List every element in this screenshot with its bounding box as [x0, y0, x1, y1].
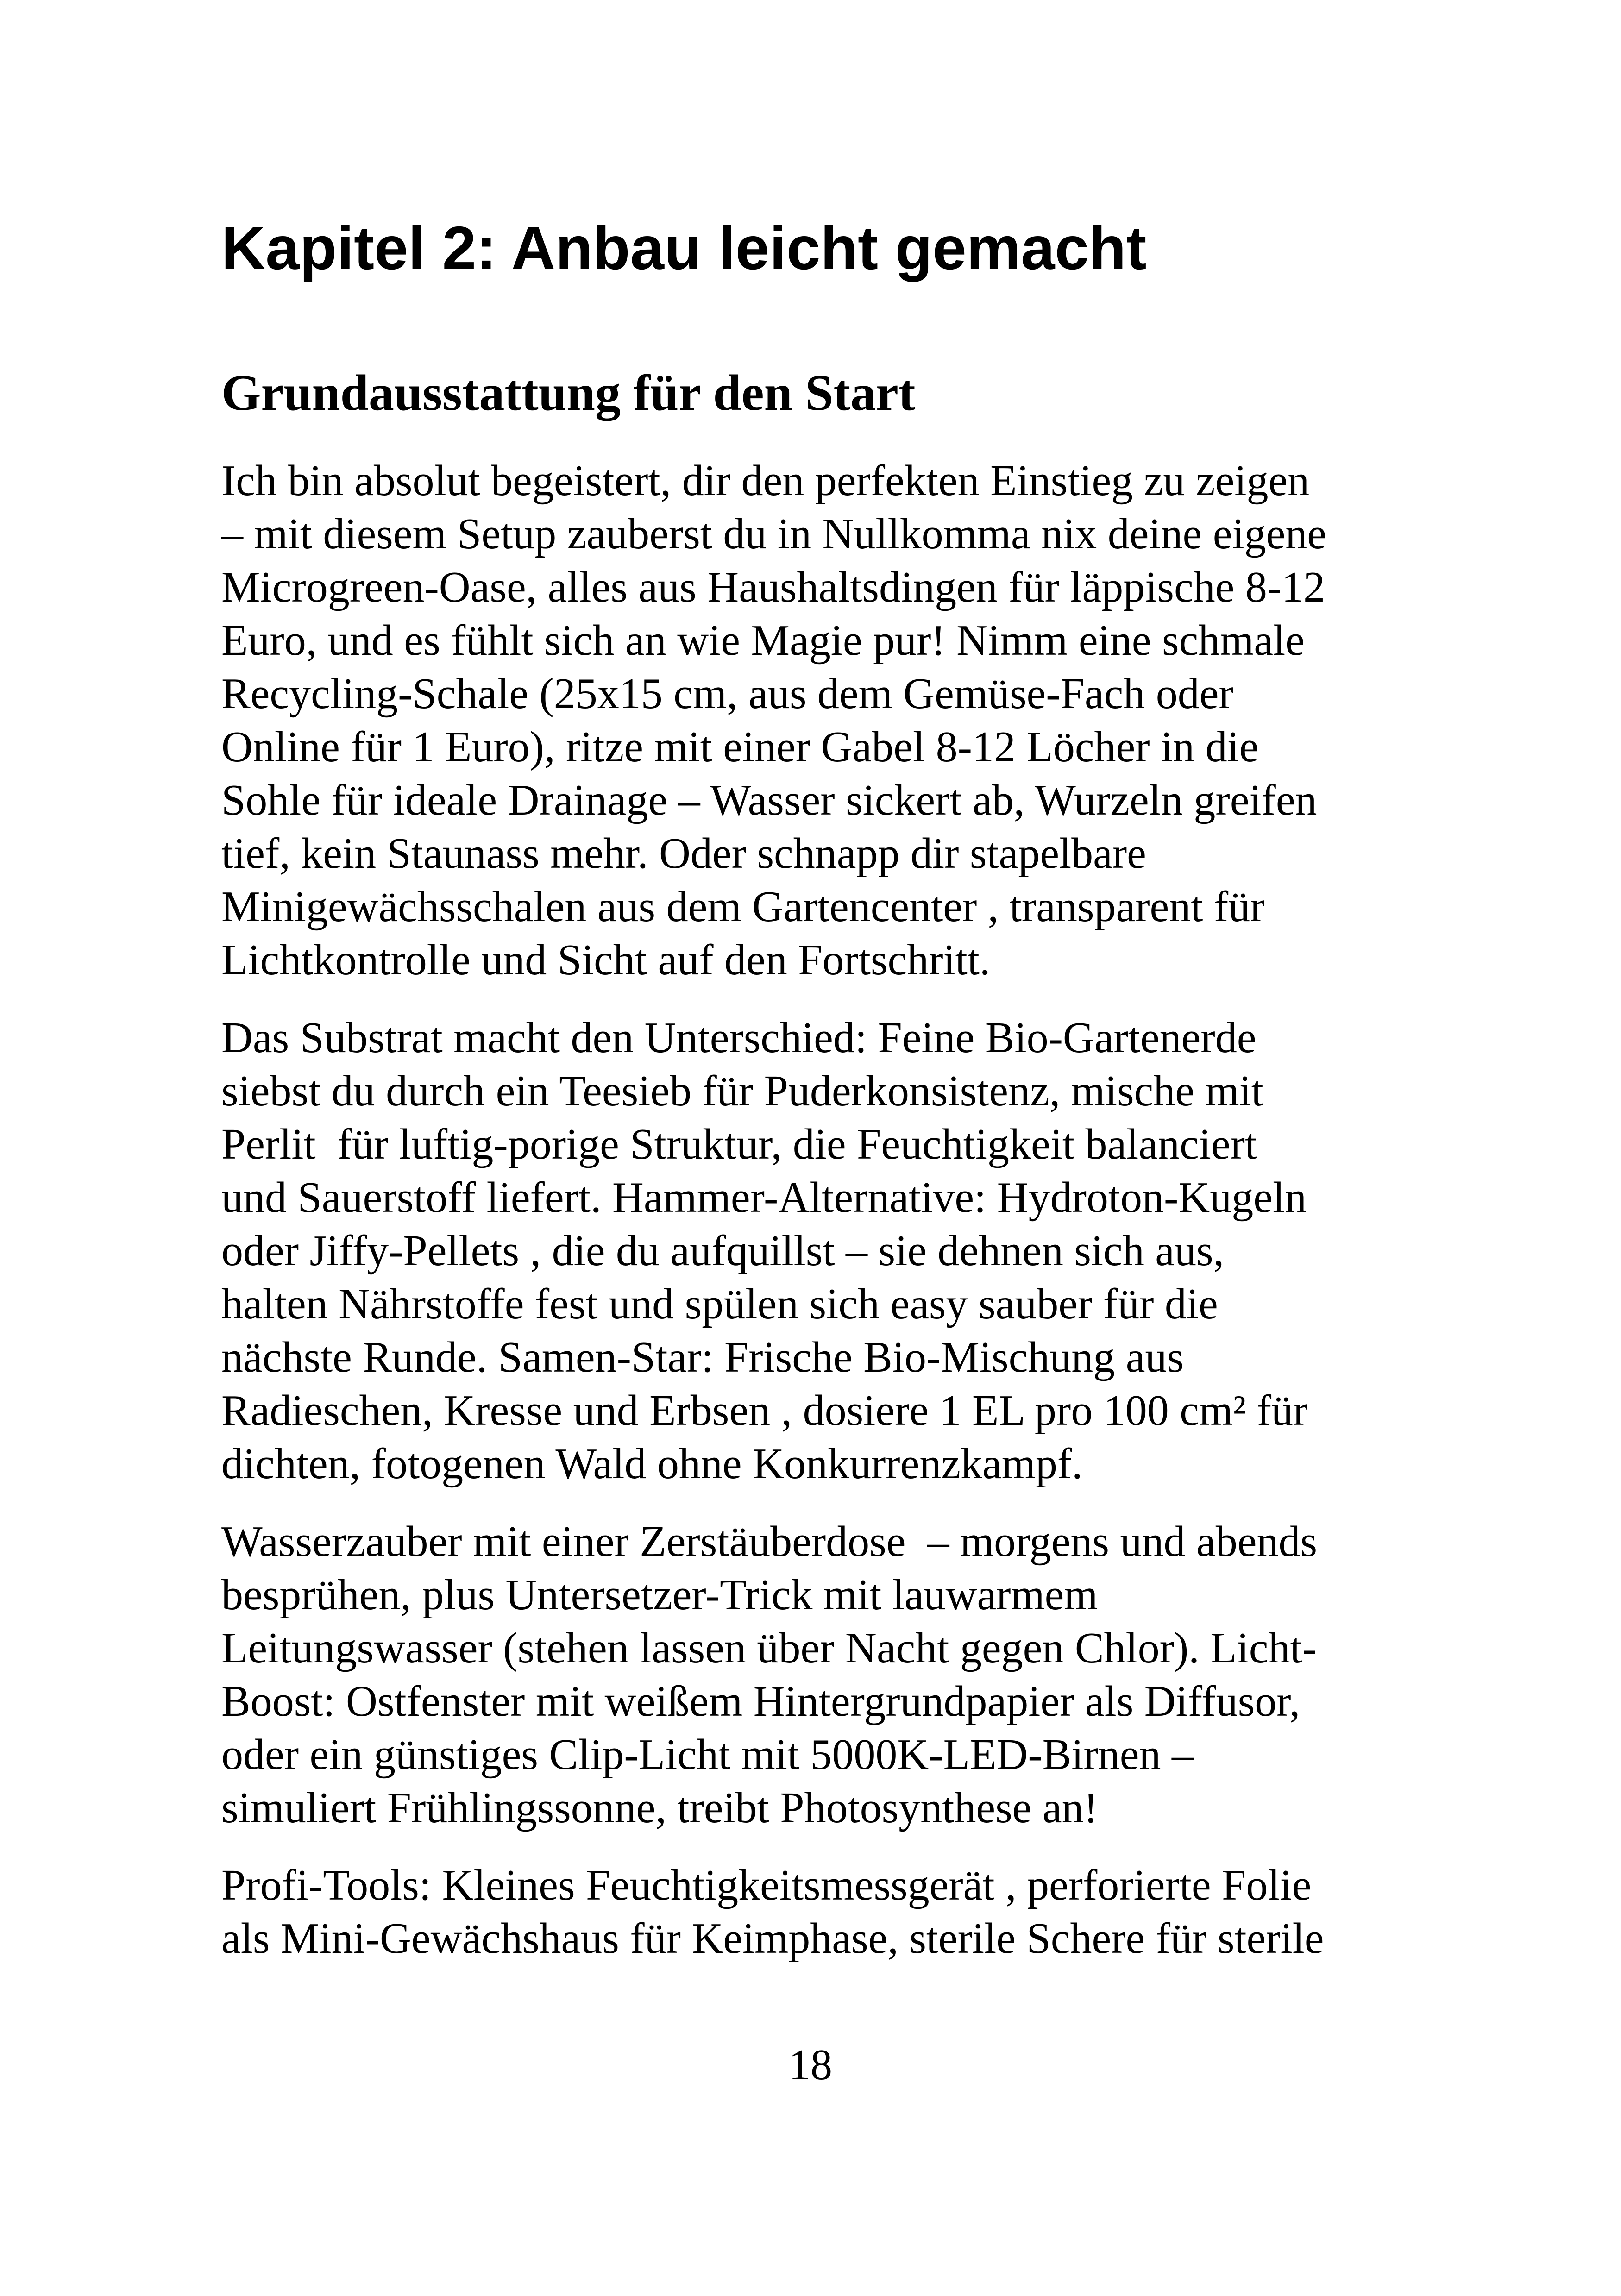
text-line: Das Substrat macht den Unterschied: Feine Bio-Gartenerde — [221, 1014, 1257, 1062]
section-title: Grundausstattung für den Start — [221, 364, 916, 421]
text-line: Recycling-Schale (25x15 cm, aus dem Gemüse-Fach oder — [221, 670, 1233, 718]
text-line: als Mini-Gewächshaus für Keimphase, sterile Schere für sterile — [221, 1914, 1324, 1963]
text-line: Wasserzauber mit einer Zerstäuberdose – morgens und abends — [221, 1518, 1318, 1566]
text-line: Boost: Ostfenster mit weißem Hintergrundpapier als Diffusor, — [221, 1677, 1301, 1725]
text-line: oder ein günstiges Clip-Licht mit 5000K-LED-Birnen – — [221, 1731, 1194, 1779]
text-line: halten Nährstoffe fest und spülen sich easy sauber für die — [221, 1280, 1218, 1328]
text-line: simuliert Frühlingssonne, treibt Photosynthese an! — [221, 1784, 1098, 1832]
paragraph-equipment — [221, 454, 1326, 987]
paragraph-water-light — [221, 1515, 1317, 1835]
text-line: Euro, und es fühlt sich an wie Magie pur! Nimm eine schmale — [221, 616, 1305, 665]
text-line: oder Jiffy-Pellets , die du aufquillst – sie dehnen sich aus, — [221, 1227, 1225, 1275]
text-line: Ich bin absolut begeistert, dir den perfekten Einstieg zu zeigen — [221, 457, 1310, 505]
text-line: Lichtkontrolle und Sicht auf den Fortschritt. — [221, 936, 991, 984]
text-line: siebst du durch ein Teesieb für Puderkonsistenz, mische mit — [221, 1067, 1263, 1115]
text-line: besprühen, plus Untersetzer-Trick mit lauwarmem — [221, 1571, 1098, 1619]
text-line: und Sauerstoff liefert. Hammer-Alternative: Hydroton-Kugeln — [221, 1173, 1307, 1222]
text-line: Minigewächsschalen aus dem Gartencenter , transparent für — [221, 883, 1265, 931]
text-line: Microgreen-Oase, alles aus Haushaltsdingen für läppische 8-12 — [221, 563, 1326, 611]
paragraph-tools — [221, 1859, 1324, 1965]
text-line: Radieschen, Kresse und Erbsen , dosiere 1 EL pro 100 cm² für — [221, 1386, 1308, 1435]
page-number: 18 — [789, 2041, 832, 2089]
text-line: nächste Runde. Samen-Star: Frische Bio-Mischung aus — [221, 1333, 1184, 1381]
text-line: dichten, fotogenen Wald ohne Konkurrenzkampf. — [221, 1440, 1083, 1488]
chapter-title: Kapitel 2: Anbau leicht gemacht — [221, 214, 1147, 282]
paragraph-substrate — [221, 1011, 1307, 1491]
text-line: Leitungswasser (stehen lassen über Nacht gegen Chlor). Licht- — [221, 1624, 1317, 1672]
text-line: tief, kein Staunass mehr. Oder schnapp dir stapelbare — [221, 829, 1146, 878]
text-line: Profi-Tools: Kleines Feuchtigkeitsmessgerät , perforierte Folie — [221, 1861, 1312, 1909]
text-line: Perlit für luftig-porige Struktur, die Feuchtigkeit balanciert — [221, 1120, 1257, 1168]
text-line: Sohle für ideale Drainage – Wasser sickert ab, Wurzeln greifen — [221, 776, 1317, 824]
text-line: Online für 1 Euro), ritze mit einer Gabel 8-12 Löcher in die — [221, 723, 1259, 771]
text-line: – mit diesem Setup zauberst du in Nullkomma nix deine eigene — [221, 510, 1327, 558]
